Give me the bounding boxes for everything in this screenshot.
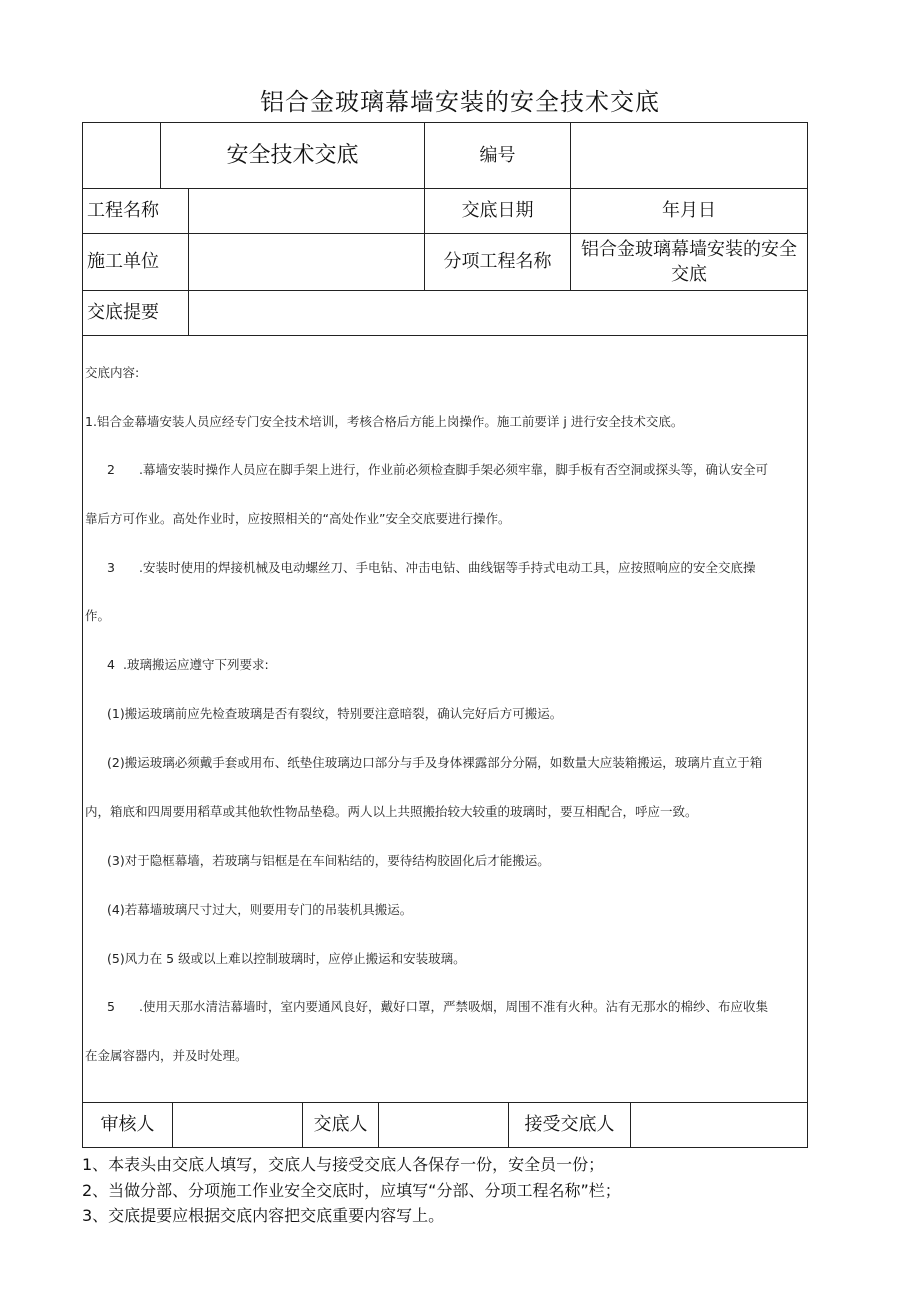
content-item-2 bbox=[85, 460, 801, 478]
unit-label: 施工单位 bbox=[87, 251, 159, 272]
content-sub-item-4: (4)若幕墙玻璃尺寸过大，则要用专门的吊装机具搬运。 bbox=[107, 902, 413, 917]
date-label: 交底日期 bbox=[461, 200, 534, 221]
content-sub-item-1: (1)搬运玻璃前应先检查玻璃是否有裂纹，特别要注意暗裂，确认完好后方可搬运。 bbox=[107, 706, 563, 721]
content-sub-item-5: (5)风力在 5 级或以上难以控制玻璃时，应停止搬运和安装玻璃。 bbox=[107, 951, 466, 966]
note-3: 3、交底提要应根据交底内容把交底重要内容写上。 bbox=[82, 1206, 445, 1225]
summary-field[interactable] bbox=[189, 291, 807, 335]
date-field[interactable]: 年月日 bbox=[662, 200, 716, 221]
content-item-3-continued: 作。 bbox=[85, 608, 111, 623]
reviewer-field[interactable] bbox=[173, 1103, 302, 1147]
number-label: 编号 bbox=[479, 144, 516, 166]
row-divider bbox=[83, 335, 807, 336]
item-text: .玻璃搬运应遵守下列要求: bbox=[123, 657, 269, 672]
item-number: 3 bbox=[107, 560, 115, 575]
form-notes bbox=[82, 1152, 842, 1229]
content-sub-item-2: (2)搬运玻璃必须戴手套或用布、纸垫住玻璃边口部分与手及身体裸露部分分隔，如数量大应装箱搬运，玻璃片直立于箱 bbox=[107, 755, 763, 770]
content-item-4 bbox=[85, 655, 801, 673]
item-text: .使用天那水清洁幕墙时，室内要通风良好，戴好口罩，严禁吸烟，周围不准有火种。沾有无那水的棉纱、布应收集 bbox=[139, 999, 768, 1014]
sub-project-field[interactable]: 铝合金玻璃幕墙安装的安全交底 bbox=[581, 239, 797, 285]
content-item-5 bbox=[85, 997, 801, 1015]
item-number: 5 bbox=[107, 999, 115, 1014]
content-sub-item-2-continued: 内，箱底和四周要用稻草或其他软性物品垫稳。两人以上共照搬抬较大较重的玻璃时，要互相配合，呼应一致。 bbox=[85, 804, 698, 819]
discloser-field[interactable] bbox=[379, 1103, 508, 1147]
project-name-field[interactable] bbox=[189, 189, 424, 233]
item-number: 2 bbox=[107, 462, 115, 477]
document-title: 铝合金玻璃幕墙安装的安全技术交底 bbox=[260, 88, 660, 116]
discloser-label: 交底人 bbox=[313, 1114, 368, 1135]
unit-field[interactable] bbox=[189, 234, 424, 290]
note-2: 2、当做分部、分项施工作业安全交底时，应填写“分部、分项工程名称”栏； bbox=[82, 1180, 621, 1200]
summary-label: 交底提要 bbox=[87, 302, 159, 323]
item-text: .安装时使用的焊接机械及电动螺丝刀、手电钻、冲击电钻、曲线锯等手持式电动工具，应按照响应的安全交底操 bbox=[139, 560, 756, 575]
number-field[interactable] bbox=[571, 123, 807, 188]
note-1: 1、本表头由交底人填写，交底人与接受交底人各保存一份，安全员一份； bbox=[82, 1155, 605, 1174]
doc-type-heading: 安全技术交底 bbox=[226, 142, 359, 168]
item-text: .幕墙安装时操作人员应在脚手架上进行，作业前必须检查脚手架必须牢靠，脚手板有否空洞或探头等，确认安全可 bbox=[139, 462, 768, 477]
receiver-label: 接受交底人 bbox=[524, 1114, 615, 1135]
sub-project-label: 分项工程名称 bbox=[443, 251, 552, 272]
content-heading: 交底内容: bbox=[85, 365, 140, 380]
content-item-3 bbox=[85, 558, 801, 576]
reviewer-label: 审核人 bbox=[100, 1114, 155, 1135]
receiver-field[interactable] bbox=[631, 1103, 807, 1147]
disclosure-form bbox=[82, 122, 808, 1148]
content-item-2-continued: 靠后方可作业。高处作业时，应按照相关的“高处作业”安全交底要进行操作。 bbox=[85, 511, 511, 526]
item-number: 4 bbox=[107, 657, 115, 672]
content-item-1: 1.铝合金幕墙安装人员应经专门安全技术培训，考核合格后方能上岗操作。施工前要详 j 进行安全技术交底。 bbox=[85, 414, 684, 429]
content-sub-item-3: (3)对于隐框幕墙，若玻璃与铝框是在车间粘结的，要待结构胶固化后才能搬运。 bbox=[107, 853, 550, 868]
content-item-5-continued: 在金属容器内，并及时处理。 bbox=[85, 1048, 248, 1063]
project-name-label: 工程名称 bbox=[87, 200, 159, 221]
